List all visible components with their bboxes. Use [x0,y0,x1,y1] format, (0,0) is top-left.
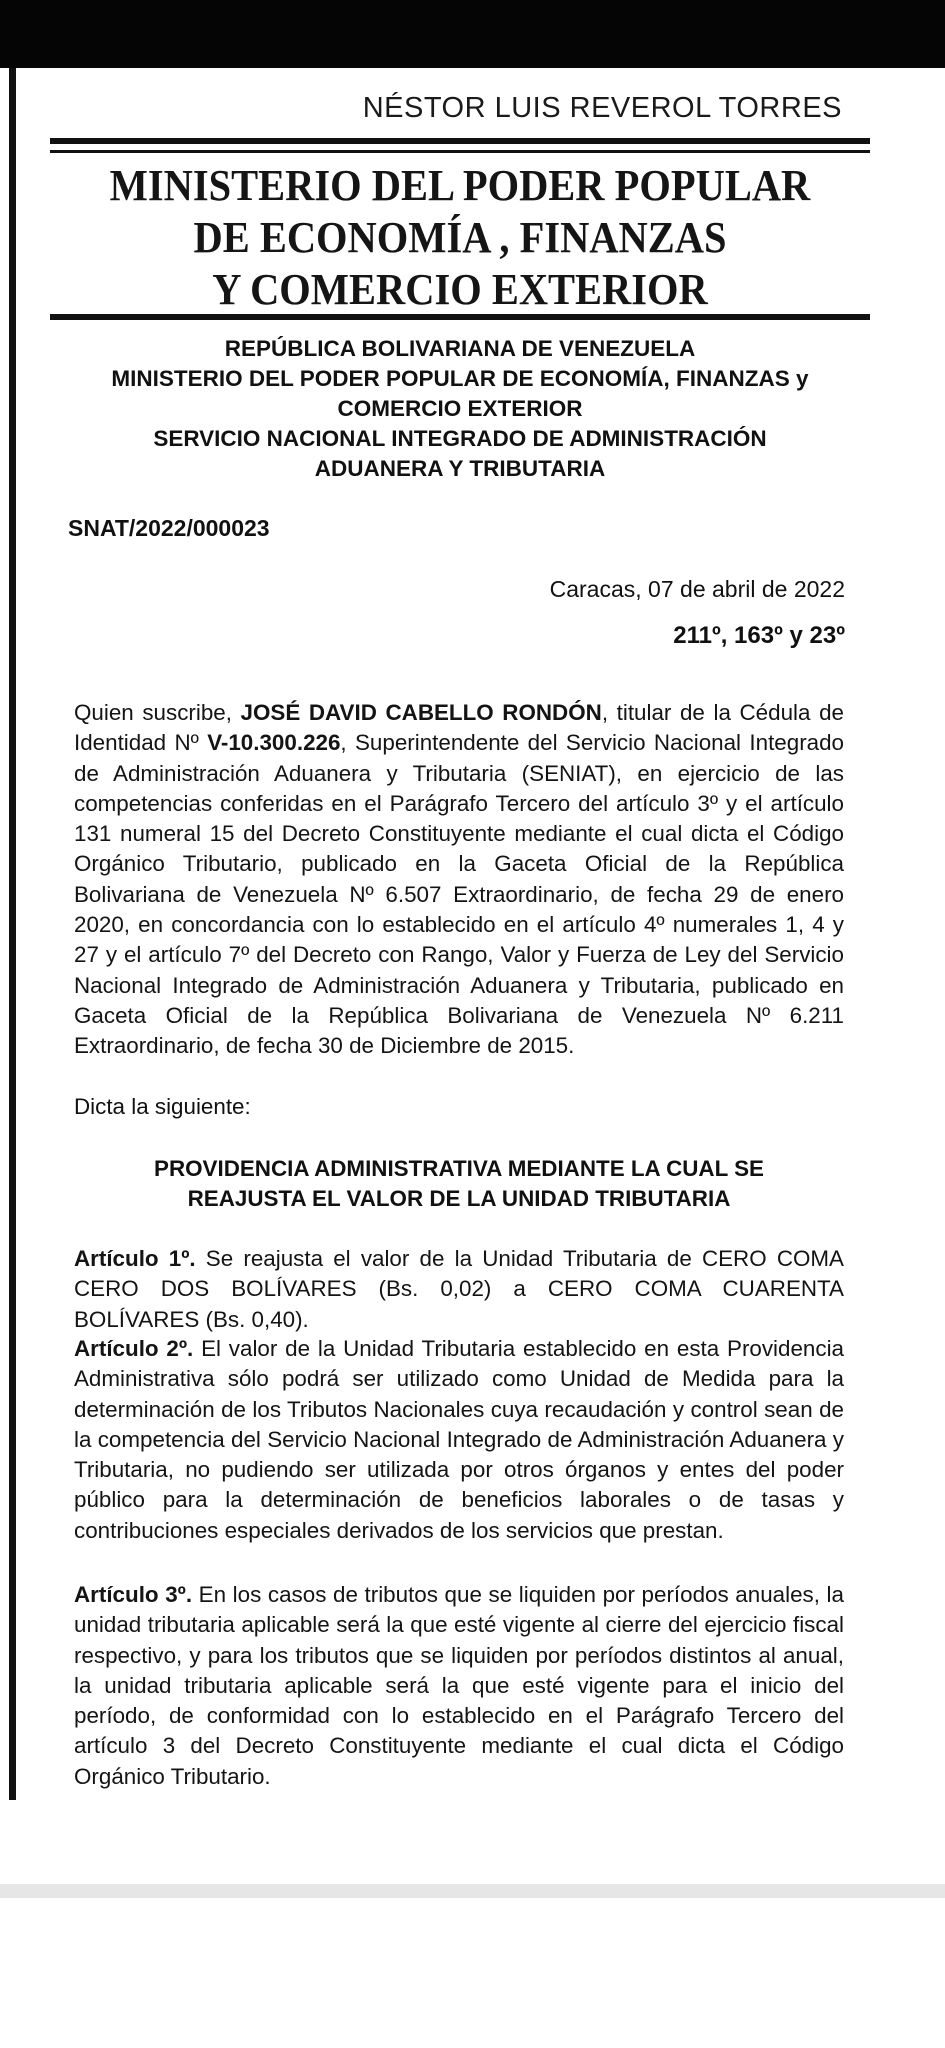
dicta-line: Dicta la siguiente: [74,1094,251,1119]
intro-rest: , Superintendente del Servicio Nacional Integrado de Administración Aduanera y Tributaria (SENIAT), en ejercicio de las competencias conferidas en el Parágrafo Tercero del artículo 3º y el artículo 131 numeral 15 del Decreto Constituyente mediante el cual dicta el Código Orgánico Tributario, publicado en la Gaceta Oficial de la República Bolivariana de Venezuela Nº 6.507 Extraordinario, de fecha 29 de enero 2020, en concordancia con lo establecido en el artículo 4º numerales 1, 4 y 27 y el artículo 7º del Decreto con Rango, Valor y Fuerza de Ley del Servicio Nacional Integrado de Administración Aduanera y Tributaria, publicado en Gaceta Oficial de la República Bolivariana de Venezuela Nº 6.211 Extraordinario, de fecha 30 de Diciembre de 2015. [74,730,845,1059]
years-line: 211º, 163º y 23º [673,622,845,649]
ministry-title-line: MINISTERIO DEL PODER POPULAR [109,161,811,210]
intro-paragraph [74,698,844,1062]
reference-code: SNAT/2022/000023 [68,515,270,541]
header-rule-bottom [50,314,870,320]
article-text: En los casos de tributos que se liquiden por períodos anuales, la unidad tributaria aplicable será la que esté vigente al cierre del ejercicio fiscal respectivo, y para los tributos que se liquiden por períodos distintos al anual, la unidad tributaria aplicable será la que esté vigente para el inicio del período, de conformidad con lo establecido en el Parágrafo Tercero del artículo 3 del Decreto Constituyente mediante el cual dicta el Código Orgánico Tributario. [74,1582,844,1789]
article-3 [74,1580,844,1792]
ministry-title [83,160,837,316]
providence-title-line: REAJUSTA EL VALOR DE LA UNIDAD TRIBUTARIA [187,1186,731,1212]
issuer-line: REPÚBLICA BOLIVARIANA DE VENEZUELA [224,336,696,361]
issuer-line: COMERCIO EXTERIOR [337,396,583,421]
article-label: Artículo 3º. [74,1582,193,1607]
header-rule-top [50,138,870,144]
article-2 [74,1334,844,1546]
providence-title [74,1154,844,1215]
document-page [0,68,945,1800]
id-number: V-10.300.226 [207,730,341,756]
article-text: Se reajusta el valor de la Unidad Tributaria de CERO COMA CERO DOS BOLÍVARES (Bs. 0,02) a CERO COMA CUARENTA BOLÍVARES (Bs. 0,40). [74,1246,844,1332]
article-text: El valor de la Unidad Tributaria establecido en esta Providencia Administrativa sólo podrá ser utilizado como Unidad de Medida para la determinación de los Tributos Nacionales cuya recaudación y control sean de la competencia del Servicio Nacional Integrado de Administración Aduanera y Tributaria, no pudiendo ser utilizada por otros órganos y entes del poder público para la determinación de beneficios laborales o de tasas y contribuciones especiales derivados de los servicios que prestan. [74,1336,844,1543]
article-1 [74,1244,844,1335]
article-label: Artículo 1º. [74,1246,196,1271]
issuer-line: MINISTERIO DEL PODER POPULAR DE ECONOMÍA, FINANZAS y [111,366,809,391]
superintendent-name: JOSÉ DAVID CABELLO RONDÓN [240,700,602,725]
issuer-block [50,334,870,484]
intro-prefix: Quien suscribe, [74,700,241,725]
issuer-line: ADUANERA Y TRIBUTARIA [314,456,606,481]
article-label: Artículo 2º. [74,1336,194,1361]
issuer-line: SERVICIO NACIONAL INTEGRADO DE ADMINISTRACIÓN [153,426,767,451]
intro-middle: , titular de la Cédula de Identidad Nº [74,700,844,756]
top-black-bar [0,0,945,68]
header-rule-top-thin [50,150,870,153]
place-date: Caracas, 07 de abril de 2022 [549,576,845,602]
signer-name: NÉSTOR LUIS REVEROL TORRES [362,92,842,124]
ministry-title-line: DE ECONOMÍA , FINANZAS [193,213,727,262]
providence-title-line: PROVIDENCIA ADMINISTRATIVA MEDIANTE LA CUAL SE [154,1156,764,1181]
bottom-divider-strip [0,1884,945,1898]
left-margin-rule [9,68,16,1800]
ministry-title-line: Y COMERCIO EXTERIOR [212,265,708,314]
